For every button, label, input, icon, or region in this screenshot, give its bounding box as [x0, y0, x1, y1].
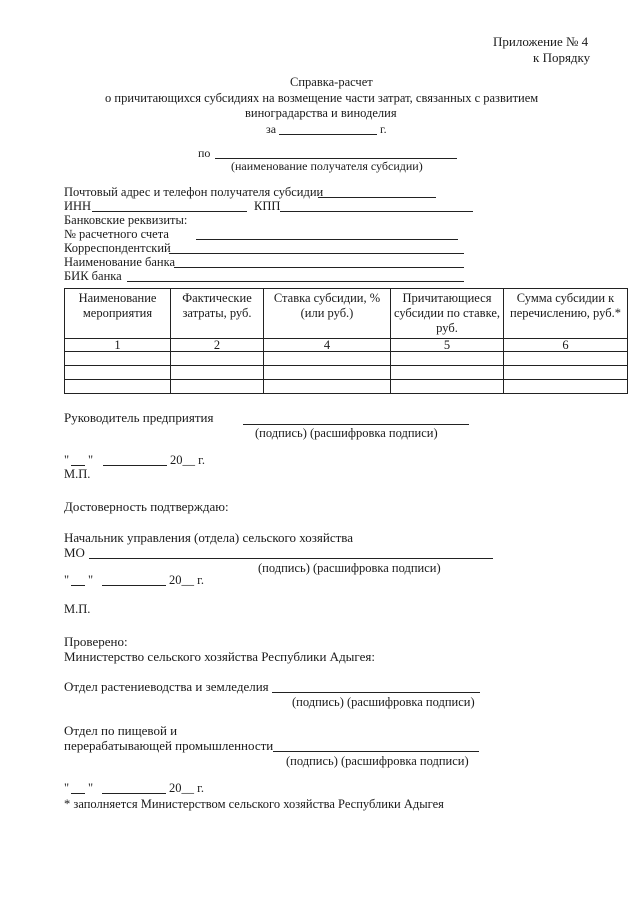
table-row: [65, 366, 628, 380]
doc-subtitle-2: виноградарства и виноделия: [245, 106, 397, 120]
corr-field[interactable]: [169, 253, 464, 254]
table-cell[interactable]: [504, 380, 628, 394]
footnote: * заполняется Министерством сельского хозяйства Республики Адыгея: [64, 797, 444, 811]
dept2-signature-field[interactable]: [273, 751, 479, 752]
checked-label: Проверено:: [64, 634, 128, 649]
head-date-quote-open: ": [64, 453, 70, 467]
chief-date-quote-close: ": [88, 573, 94, 587]
chief-date-year: 20__ г.: [169, 573, 204, 587]
chief-mo-field[interactable]: [89, 558, 493, 559]
table-cell[interactable]: [65, 366, 171, 380]
table-cell[interactable]: [391, 352, 504, 366]
table-cell[interactable]: [504, 366, 628, 380]
account-label: № расчетного счета: [64, 227, 169, 241]
col-header-event: Наименование мероприятия: [65, 289, 171, 339]
bik-field[interactable]: [127, 281, 464, 282]
col-header-transfer-sum: Сумма субсидии к перечислению, руб.*: [504, 289, 628, 339]
table-cell[interactable]: [171, 380, 264, 394]
checked-date-year: 20__ г.: [169, 781, 204, 795]
table-cell[interactable]: [171, 352, 264, 366]
dept2-label-line2: перерабатывающей промышленности: [64, 738, 274, 753]
head-signature-field[interactable]: [243, 424, 469, 425]
bik-label: БИК банка: [64, 269, 122, 283]
col-number: 5: [391, 339, 504, 352]
table-cell[interactable]: [504, 352, 628, 366]
table-cell[interactable]: [264, 366, 391, 380]
subsidy-table: [64, 288, 628, 394]
postal-field[interactable]: [318, 197, 436, 198]
doc-title: Справка-расчет: [290, 75, 373, 89]
col-number: 4: [264, 339, 391, 352]
table-row: [65, 380, 628, 394]
bank-details-label: Банковские реквизиты:: [64, 213, 188, 227]
head-date-year: 20__ г.: [170, 453, 205, 467]
postal-label: Почтовый адрес и телефон получателя субсидии: [64, 185, 324, 199]
ministry-label: Министерство сельского хозяйства Республики Адыгея:: [64, 649, 375, 664]
col-number: 1: [65, 339, 171, 352]
dept1-signature-caption: (подпись) (расшифровка подписи): [292, 695, 475, 709]
chief-mo-label: МО: [64, 545, 85, 560]
kpp-label: КПП: [254, 199, 281, 213]
inn-label: ИНН: [64, 199, 92, 213]
bank-name-field[interactable]: [174, 267, 464, 268]
period-field[interactable]: [279, 134, 377, 135]
col-header-due-subsidy: Причитающиеся субсидии по ставке, руб.: [391, 289, 504, 339]
table-header-row: [65, 289, 628, 339]
table-cell[interactable]: [171, 366, 264, 380]
table-cell[interactable]: [264, 352, 391, 366]
dept2-signature-caption: (подпись) (расшифровка подписи): [286, 754, 469, 768]
appendix-number: Приложение № 4: [493, 34, 589, 49]
inn-field[interactable]: [92, 211, 247, 212]
chief-date-month[interactable]: [102, 585, 166, 586]
kpp-field[interactable]: [280, 211, 473, 212]
chief-stamp-label: М.П.: [64, 602, 91, 616]
checked-date-quote-close: ": [88, 781, 94, 795]
recipient-label: по: [198, 146, 211, 160]
period-label: за: [266, 122, 277, 136]
period-year: г.: [380, 122, 387, 136]
col-number: 6: [504, 339, 628, 352]
dept1-label: Отдел растениеводства и земледелия: [64, 679, 269, 694]
checked-date-quote-open: ": [64, 781, 70, 795]
checked-date-month[interactable]: [102, 793, 166, 794]
table-cell[interactable]: [391, 366, 504, 380]
table-cell[interactable]: [391, 380, 504, 394]
head-date-day[interactable]: [71, 465, 85, 466]
head-date-quote-close: ": [88, 453, 94, 467]
head-date-month[interactable]: [103, 465, 167, 466]
dept2-label-line1: Отдел по пищевой и: [64, 723, 178, 738]
dept1-signature-field[interactable]: [272, 692, 480, 693]
doc-subtitle: о причитающихся субсидиях на возмещение части затрат, связанных с развитием: [105, 91, 539, 105]
checked-date-day[interactable]: [71, 793, 85, 794]
head-signature-caption: (подпись) (расшифровка подписи): [255, 426, 438, 440]
recipient-caption: (наименование получателя субсидии): [231, 159, 423, 173]
corr-label: Корреспондентский: [64, 241, 171, 255]
head-label: Руководитель предприятия: [64, 410, 214, 425]
head-stamp-label: М.П.: [64, 467, 91, 481]
table-cell[interactable]: [65, 352, 171, 366]
col-number: 2: [171, 339, 264, 352]
col-header-actual-costs: Фактические затраты, руб.: [171, 289, 264, 339]
table-row: [65, 352, 628, 366]
bank-name-label: Наименование банка: [64, 255, 176, 269]
table-cell[interactable]: [65, 380, 171, 394]
confirm-label: Достоверность подтверждаю:: [64, 499, 229, 514]
chief-date-day[interactable]: [71, 585, 85, 586]
chief-label: Начальник управления (отдела) сельского хозяйства: [64, 530, 354, 545]
chief-signature-caption: (подпись) (расшифровка подписи): [258, 561, 441, 575]
table-number-row: [65, 339, 628, 352]
table-cell[interactable]: [264, 380, 391, 394]
appendix-order: к Порядку: [533, 50, 591, 65]
chief-date-quote-open: ": [64, 573, 70, 587]
col-header-rate: Ставка субсидии, % (или руб.): [264, 289, 391, 339]
account-field[interactable]: [196, 239, 458, 240]
